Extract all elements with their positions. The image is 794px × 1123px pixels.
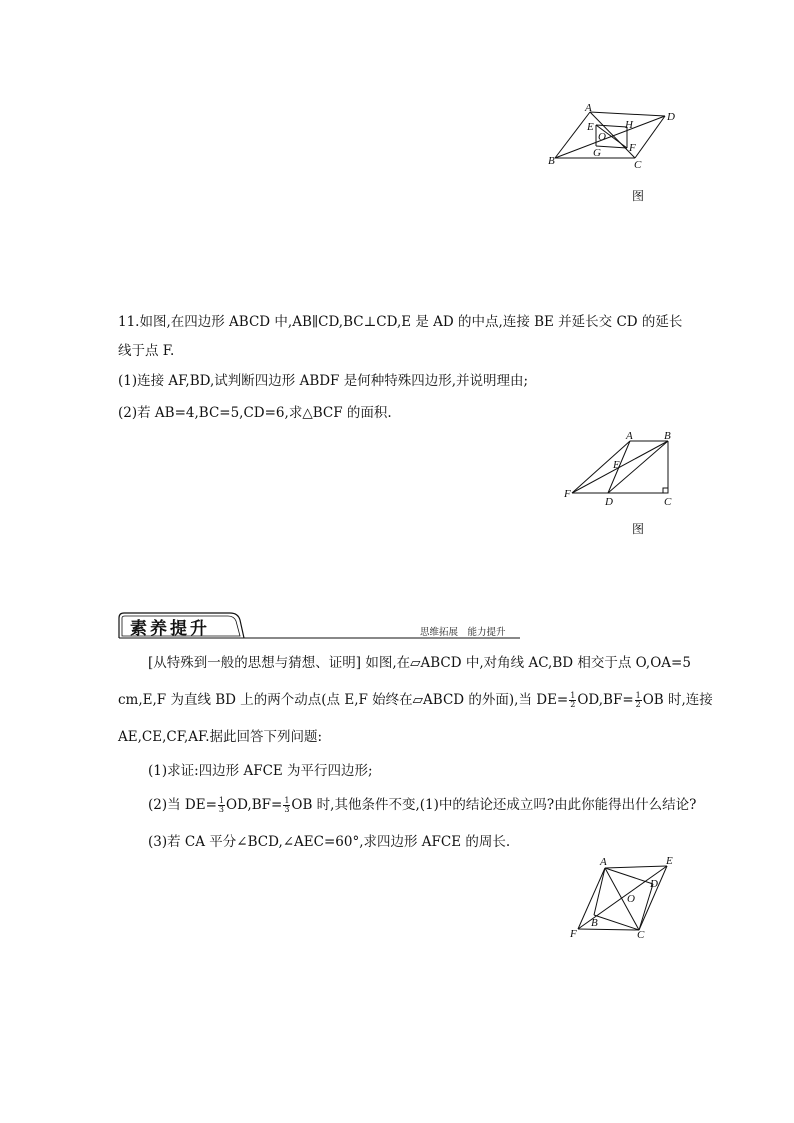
fig1-label-c: C <box>634 159 642 170</box>
fig2-label-f: F <box>564 488 571 500</box>
section-subtitle: 思维拓展 能力提升 <box>420 627 506 638</box>
fig3-label-a: A <box>600 856 607 868</box>
fraction-one-half <box>569 692 576 709</box>
problem-line2-b: OD,BF= <box>577 692 634 708</box>
fig3-label-d: D <box>650 878 658 890</box>
section-title: 素养提升 <box>130 619 210 639</box>
problem-part2 <box>148 795 696 815</box>
problem-part2-c: OB 时,其他条件不变,(1)中的结论还成立吗?由此你能得出什么结论? <box>291 797 697 813</box>
fig2-label-c: C <box>664 496 672 508</box>
problem-part2-a: (2)当 DE= <box>148 797 217 813</box>
fig1-caption: 图 <box>632 189 645 203</box>
q11-part1: (1)连接 AF,BD,试判断四边形 ABDF 是何种特殊四边形,并说明理由; <box>118 373 529 389</box>
fig2-label-b: B <box>664 430 671 442</box>
fig3-label-c: C <box>637 929 645 941</box>
problem-line2-c: OB 时,连接 <box>642 692 713 708</box>
fig3-label-e: E <box>666 855 673 867</box>
fraction-one-third <box>218 797 225 814</box>
fig1-label-e: E <box>587 121 594 133</box>
problem-part3: (3)若 CA 平分∠BCD,∠AEC=60°,求四边形 AFCE 的周长. <box>148 834 511 850</box>
fig2-label-a: A <box>626 430 633 442</box>
fig1-label-b: B <box>548 155 555 167</box>
q11-line1: 11.如图,在四边形 ABCD 中,AB∥CD,BC⊥CD,E 是 AD 的中点,连接 BE 并延长交 CD 的延长 <box>118 314 683 330</box>
fig1-label-d: D <box>667 111 675 123</box>
fraction-numerator: 1 <box>218 796 224 805</box>
fig2-label-e: E <box>613 459 620 471</box>
fraction-denominator: 2 <box>570 700 576 709</box>
fraction-denominator: 3 <box>284 805 290 814</box>
problem-line2 <box>118 690 713 710</box>
fraction-one-third <box>283 797 290 814</box>
fig1-label-a: A <box>585 102 592 114</box>
problem-part1: (1)求证:四边形 AFCE 为平行四边形; <box>148 763 373 779</box>
fig3-label-f: F <box>570 928 577 940</box>
fig1-label-f: F <box>629 142 636 154</box>
fraction-numerator: 1 <box>570 691 576 700</box>
fraction-denominator: 2 <box>635 700 641 709</box>
q11-line2: 线于点 F. <box>118 343 175 359</box>
figure-parallelogram-efgh <box>545 100 685 170</box>
fig3-label-o: O <box>627 893 635 905</box>
fraction-numerator: 1 <box>635 691 641 700</box>
figure-parallelogram-afce <box>563 852 688 942</box>
fraction-denominator: 3 <box>218 805 224 814</box>
q11-part2: (2)若 AB=4,BC=5,CD=6,求△BCF 的面积. <box>118 405 392 421</box>
fig2-label-d: D <box>605 496 613 508</box>
fig1-label-g: G <box>593 147 601 159</box>
fraction-numerator: 1 <box>284 796 290 805</box>
figure-trapezoid-abcdf <box>560 430 685 510</box>
problem-part2-b: OD,BF= <box>226 797 283 813</box>
fig1-label-o: O <box>598 131 606 143</box>
problem-line3: AE,CE,CF,AF.据此回答下列问题: <box>118 729 323 745</box>
fig2-caption: 图 <box>632 522 645 536</box>
problem-line1: [从特殊到一般的思想与猜想、证明] 如图,在▱ABCD 中,对角线 AC,BD 相交于点 O,OA=5 <box>148 655 691 671</box>
fig1-label-h: H <box>625 119 633 131</box>
fraction-one-half <box>635 692 642 709</box>
fig3-label-b: B <box>591 917 598 929</box>
problem-line2-a: cm,E,F 为直线 BD 上的两个动点(点 E,F 始终在▱ABCD 的外面),当 DE= <box>118 692 569 708</box>
